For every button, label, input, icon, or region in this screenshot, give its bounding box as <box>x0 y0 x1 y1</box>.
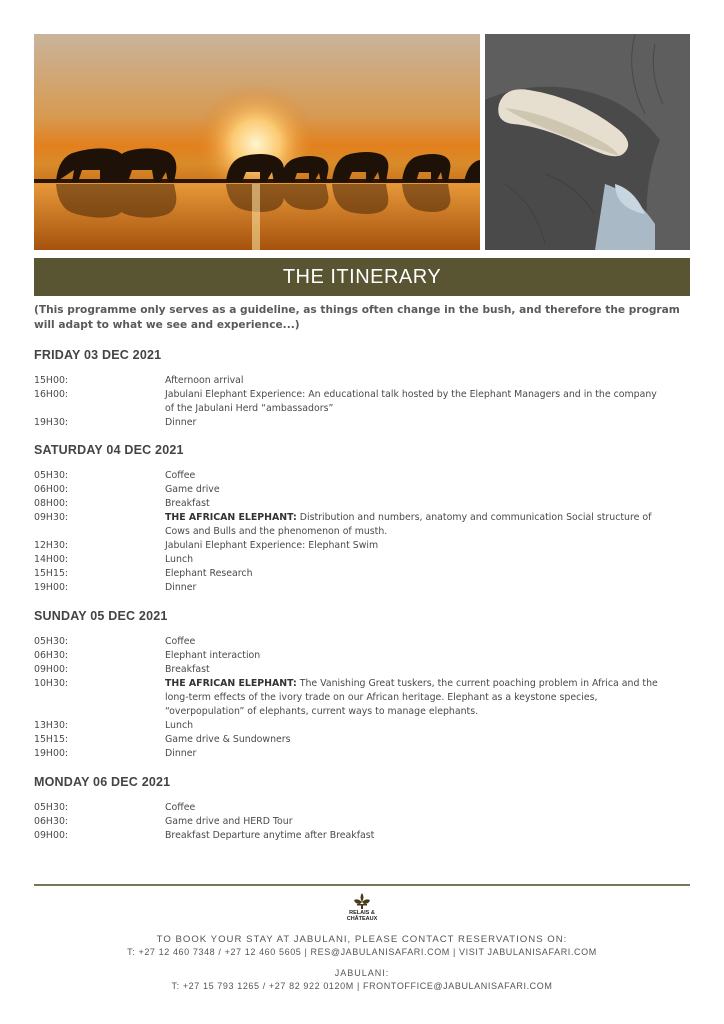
schedule-time: 15H15: <box>34 734 69 745</box>
schedule-time: 05H30: <box>34 636 69 647</box>
schedule-time: 12H30: <box>34 540 69 551</box>
day-title: SUNDAY 05 DEC 2021 <box>34 609 168 623</box>
schedule-row <box>34 553 690 567</box>
activity-text: Jabulani Elephant Experience: An educational talk hosted by the Elephant Managers and in the company of the Jabulani Herd “ambassadors” <box>165 389 657 414</box>
schedule-row <box>34 829 690 843</box>
schedule-time: 19H30: <box>34 417 69 428</box>
schedule-list <box>34 469 690 595</box>
schedule-time: 15H15: <box>34 568 69 579</box>
day-title: SATURDAY 04 DEC 2021 <box>34 443 184 457</box>
schedule-time: 09H00: <box>34 664 69 675</box>
schedule-activity <box>165 511 665 539</box>
schedule-activity <box>165 553 665 567</box>
schedule-row <box>34 567 690 581</box>
lodge-contacts: T: +27 15 793 1265 / +27 82 922 0120M | FRONTOFFICE@JABULANISAFARI.COM <box>171 981 553 991</box>
activity-text: Distribution and numbers, anatomy and communication Social structure of Cows and Bulls and the phenomenon of musth. <box>165 512 652 537</box>
schedule-time: 09H30: <box>34 512 69 523</box>
activity-text: Jabulani Elephant Experience: Elephant Swim <box>165 540 379 551</box>
schedule-activity <box>165 649 665 663</box>
schedule-time: 09H00: <box>34 830 69 841</box>
schedule-activity <box>165 829 665 843</box>
schedule-row <box>34 469 690 483</box>
activity-text: Dinner <box>165 582 197 593</box>
schedule-time: 19H00: <box>34 582 69 593</box>
schedule-row <box>34 635 690 649</box>
schedule-time: 14H00: <box>34 554 69 565</box>
schedule-activity <box>165 581 665 595</box>
schedule-time: 05H30: <box>34 470 69 481</box>
schedule-row <box>34 733 690 747</box>
activity-text: Coffee <box>165 802 196 813</box>
guideline-note: (This programme only serves as a guideline, as things often change in the bush, and therefore the program will adapt to what we see and experience...) <box>34 304 680 331</box>
day-section-saturday <box>34 443 690 595</box>
schedule-row <box>34 649 690 663</box>
fleur-de-lis-icon <box>353 893 371 909</box>
schedule-time: 08H00: <box>34 498 69 509</box>
header-photos <box>34 34 690 250</box>
schedule-row <box>34 677 690 719</box>
schedule-list <box>34 374 690 430</box>
schedule-activity <box>165 801 665 815</box>
activity-text: Dinner <box>165 417 197 428</box>
schedule-row <box>34 539 690 553</box>
activity-text: Afternoon arrival <box>165 375 244 386</box>
activity-text: Lunch <box>165 554 194 565</box>
schedule-row <box>34 388 690 416</box>
schedule-activity <box>165 483 665 497</box>
itinerary-banner <box>34 258 690 296</box>
day-title: FRIDAY 03 DEC 2021 <box>34 348 162 362</box>
footer-divider <box>34 884 690 886</box>
schedule-activity <box>165 719 665 733</box>
schedule-time: 06H00: <box>34 484 69 495</box>
schedule-row <box>34 719 690 733</box>
activity-text: Game drive <box>165 484 220 495</box>
schedule-activity <box>165 374 665 388</box>
activity-text: Lunch <box>165 720 194 731</box>
schedule-time: 15H00: <box>34 375 69 386</box>
schedule-time: 10H30: <box>34 678 69 689</box>
lodge-name: JABULANI: <box>334 968 390 978</box>
schedule-activity <box>165 677 665 719</box>
schedule-row <box>34 815 690 829</box>
schedule-activity <box>165 747 665 761</box>
activity-text: Breakfast Departure anytime after Breakfast <box>165 830 375 841</box>
schedule-row <box>34 416 690 430</box>
activity-text: Breakfast <box>165 664 210 675</box>
activity-text: Elephant Research <box>165 568 253 579</box>
schedule-row <box>34 747 690 761</box>
activity-heading: THE AFRICAN ELEPHANT: <box>165 512 297 523</box>
schedule-activity <box>165 567 665 581</box>
activity-text: Coffee <box>165 636 196 647</box>
schedule-row <box>34 483 690 497</box>
elephant-tusk-photo <box>485 34 690 250</box>
booking-line: TO BOOK YOUR STAY AT JABULANI, PLEASE CONTACT RESERVATIONS ON: <box>156 934 568 945</box>
schedule-activity <box>165 388 665 416</box>
schedule-row <box>34 801 690 815</box>
schedule-row <box>34 581 690 595</box>
activity-text: The Vanishing Great tuskers, the current poaching problem in Africa and the long-term effects of the ivory trade on our African heritage. Elephant as a keystone species, “overpopulation” of elephants, current ways to manage elephants. <box>165 678 658 717</box>
page-title: THE ITINERARY <box>282 265 442 288</box>
activity-text: Game drive & Sundowners <box>165 734 291 745</box>
schedule-list <box>34 801 690 843</box>
activity-heading: THE AFRICAN ELEPHANT: <box>165 678 297 689</box>
schedule-list <box>34 635 690 761</box>
schedule-activity <box>165 497 665 511</box>
schedule-row <box>34 663 690 677</box>
schedule-time: 06H30: <box>34 816 69 827</box>
activity-text: Breakfast <box>165 498 210 509</box>
schedule-activity <box>165 416 665 430</box>
schedule-activity <box>165 663 665 677</box>
schedule-activity <box>165 469 665 483</box>
schedule-time: 06H30: <box>34 650 69 661</box>
schedule-activity <box>165 815 665 829</box>
schedule-time: 19H00: <box>34 748 69 759</box>
activity-text: Game drive and HERD Tour <box>165 816 293 827</box>
relais-chateaux-logo <box>340 893 384 929</box>
schedule-row <box>34 374 690 388</box>
schedule-time: 16H00: <box>34 389 69 400</box>
day-title: MONDAY 06 DEC 2021 <box>34 775 171 789</box>
schedule-row <box>34 511 690 539</box>
schedule-activity <box>165 539 665 553</box>
activity-text: Elephant interaction <box>165 650 261 661</box>
elephant-herd-sunset-photo <box>34 34 480 250</box>
day-section-sunday <box>34 609 690 761</box>
schedule-row <box>34 497 690 511</box>
activity-text: Coffee <box>165 470 196 481</box>
day-section-friday <box>34 348 690 430</box>
logo-text: RELAIS & CHÂTEAUX <box>346 910 378 922</box>
booking-contacts: T: +27 12 460 7348 / +27 12 460 5605 | RES@JABULANISAFARI.COM | VISIT JABULANISAFARI.COM <box>127 947 597 957</box>
schedule-time: 05H30: <box>34 802 69 813</box>
activity-text: Dinner <box>165 748 197 759</box>
schedule-activity <box>165 635 665 649</box>
schedule-time: 13H30: <box>34 720 69 731</box>
schedule-activity <box>165 733 665 747</box>
day-section-monday <box>34 775 690 843</box>
